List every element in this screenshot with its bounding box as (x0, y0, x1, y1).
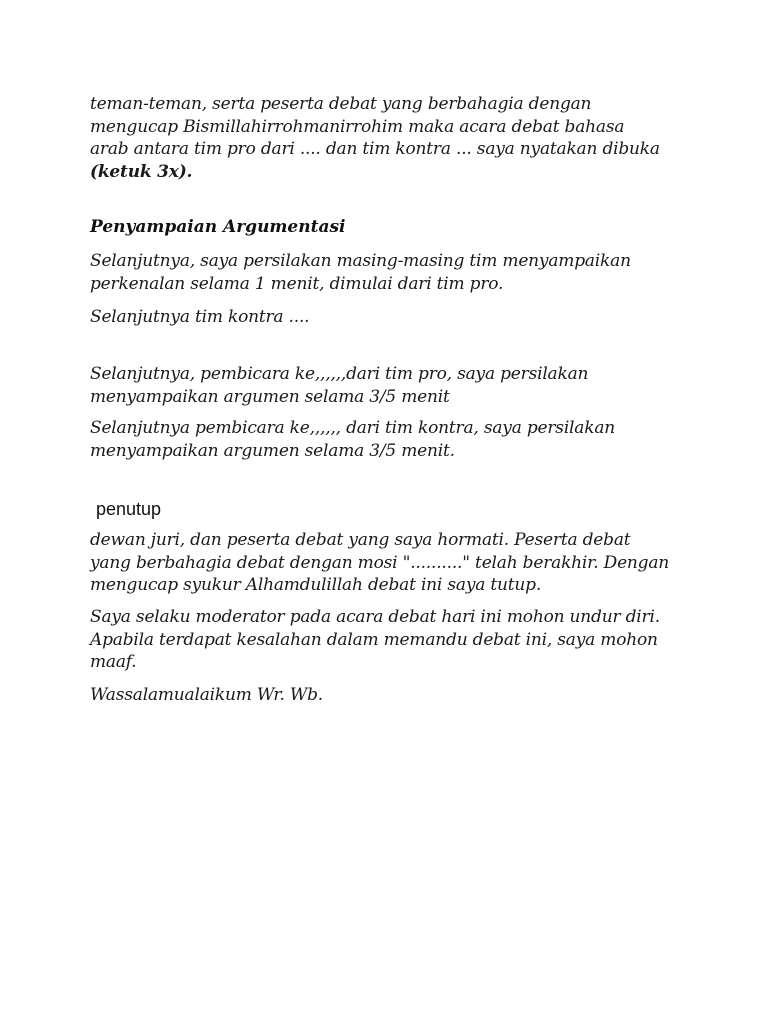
intro-paragraph (90, 250, 690, 295)
text-line: menyampaikan argumen selama 3/5 menit. (90, 440, 455, 461)
bold-note: (ketuk 3x). (90, 161, 193, 182)
text-line: arab antara tim pro dari .... dan tim kontra ... saya nyatakan dibuka (90, 139, 660, 159)
text-line: Wassalamualaikum Wr. Wb. (90, 685, 324, 705)
text-line: Saya selaku moderator pada acara debat hari ini mohon undur diri. (90, 607, 660, 627)
farewell-line (90, 684, 690, 707)
moderator-farewell-paragraph (90, 606, 690, 674)
kontra-speaker-paragraph (90, 417, 690, 462)
pro-speaker-paragraph (90, 363, 690, 408)
text-line: perkenalan selama 1 menit, dimulai dari tim pro. (90, 273, 504, 294)
text-line: Selanjutnya pembicara ke,,,,,, dari tim kontra, saya persilakan (90, 418, 616, 438)
text-line: Selanjutnya, pembicara ke,,,,,,dari tim pro, saya persilakan (90, 364, 589, 384)
closing-paragraph (90, 529, 690, 597)
text-line: Selanjutnya tim kontra .... (90, 307, 310, 327)
text-line: mengucap Bismillahirrohmanirrohim maka acara debat bahasa (90, 116, 625, 137)
text-line: mengucap syukur Alhamdulillah debat ini saya tutup. (90, 575, 542, 595)
section-heading-argumentation: Penyampaian Argumentasi (90, 217, 346, 237)
text-line: Selanjutnya, saya persilakan masing-masing tim menyampaikan (90, 251, 631, 271)
text-line: teman-teman, serta peserta debat yang berbahagia dengan (90, 94, 592, 114)
opening-paragraph (90, 93, 690, 183)
text-line: menyampaikan argumen selama 3/5 menit (90, 386, 450, 407)
text-line: maaf. (90, 652, 137, 672)
text-line: dewan juri, dan peserta debat yang saya hormati. Peserta debat (90, 530, 631, 550)
text-line: yang berbahagia debat dengan mosi ".........." telah berakhir. Dengan (90, 552, 670, 573)
text-line: Apabila terdapat kesalahan dalam memandu debat ini, saya mohon (90, 629, 658, 650)
kontra-turn-paragraph (90, 306, 690, 329)
section-heading-closing: penutup (96, 499, 162, 519)
